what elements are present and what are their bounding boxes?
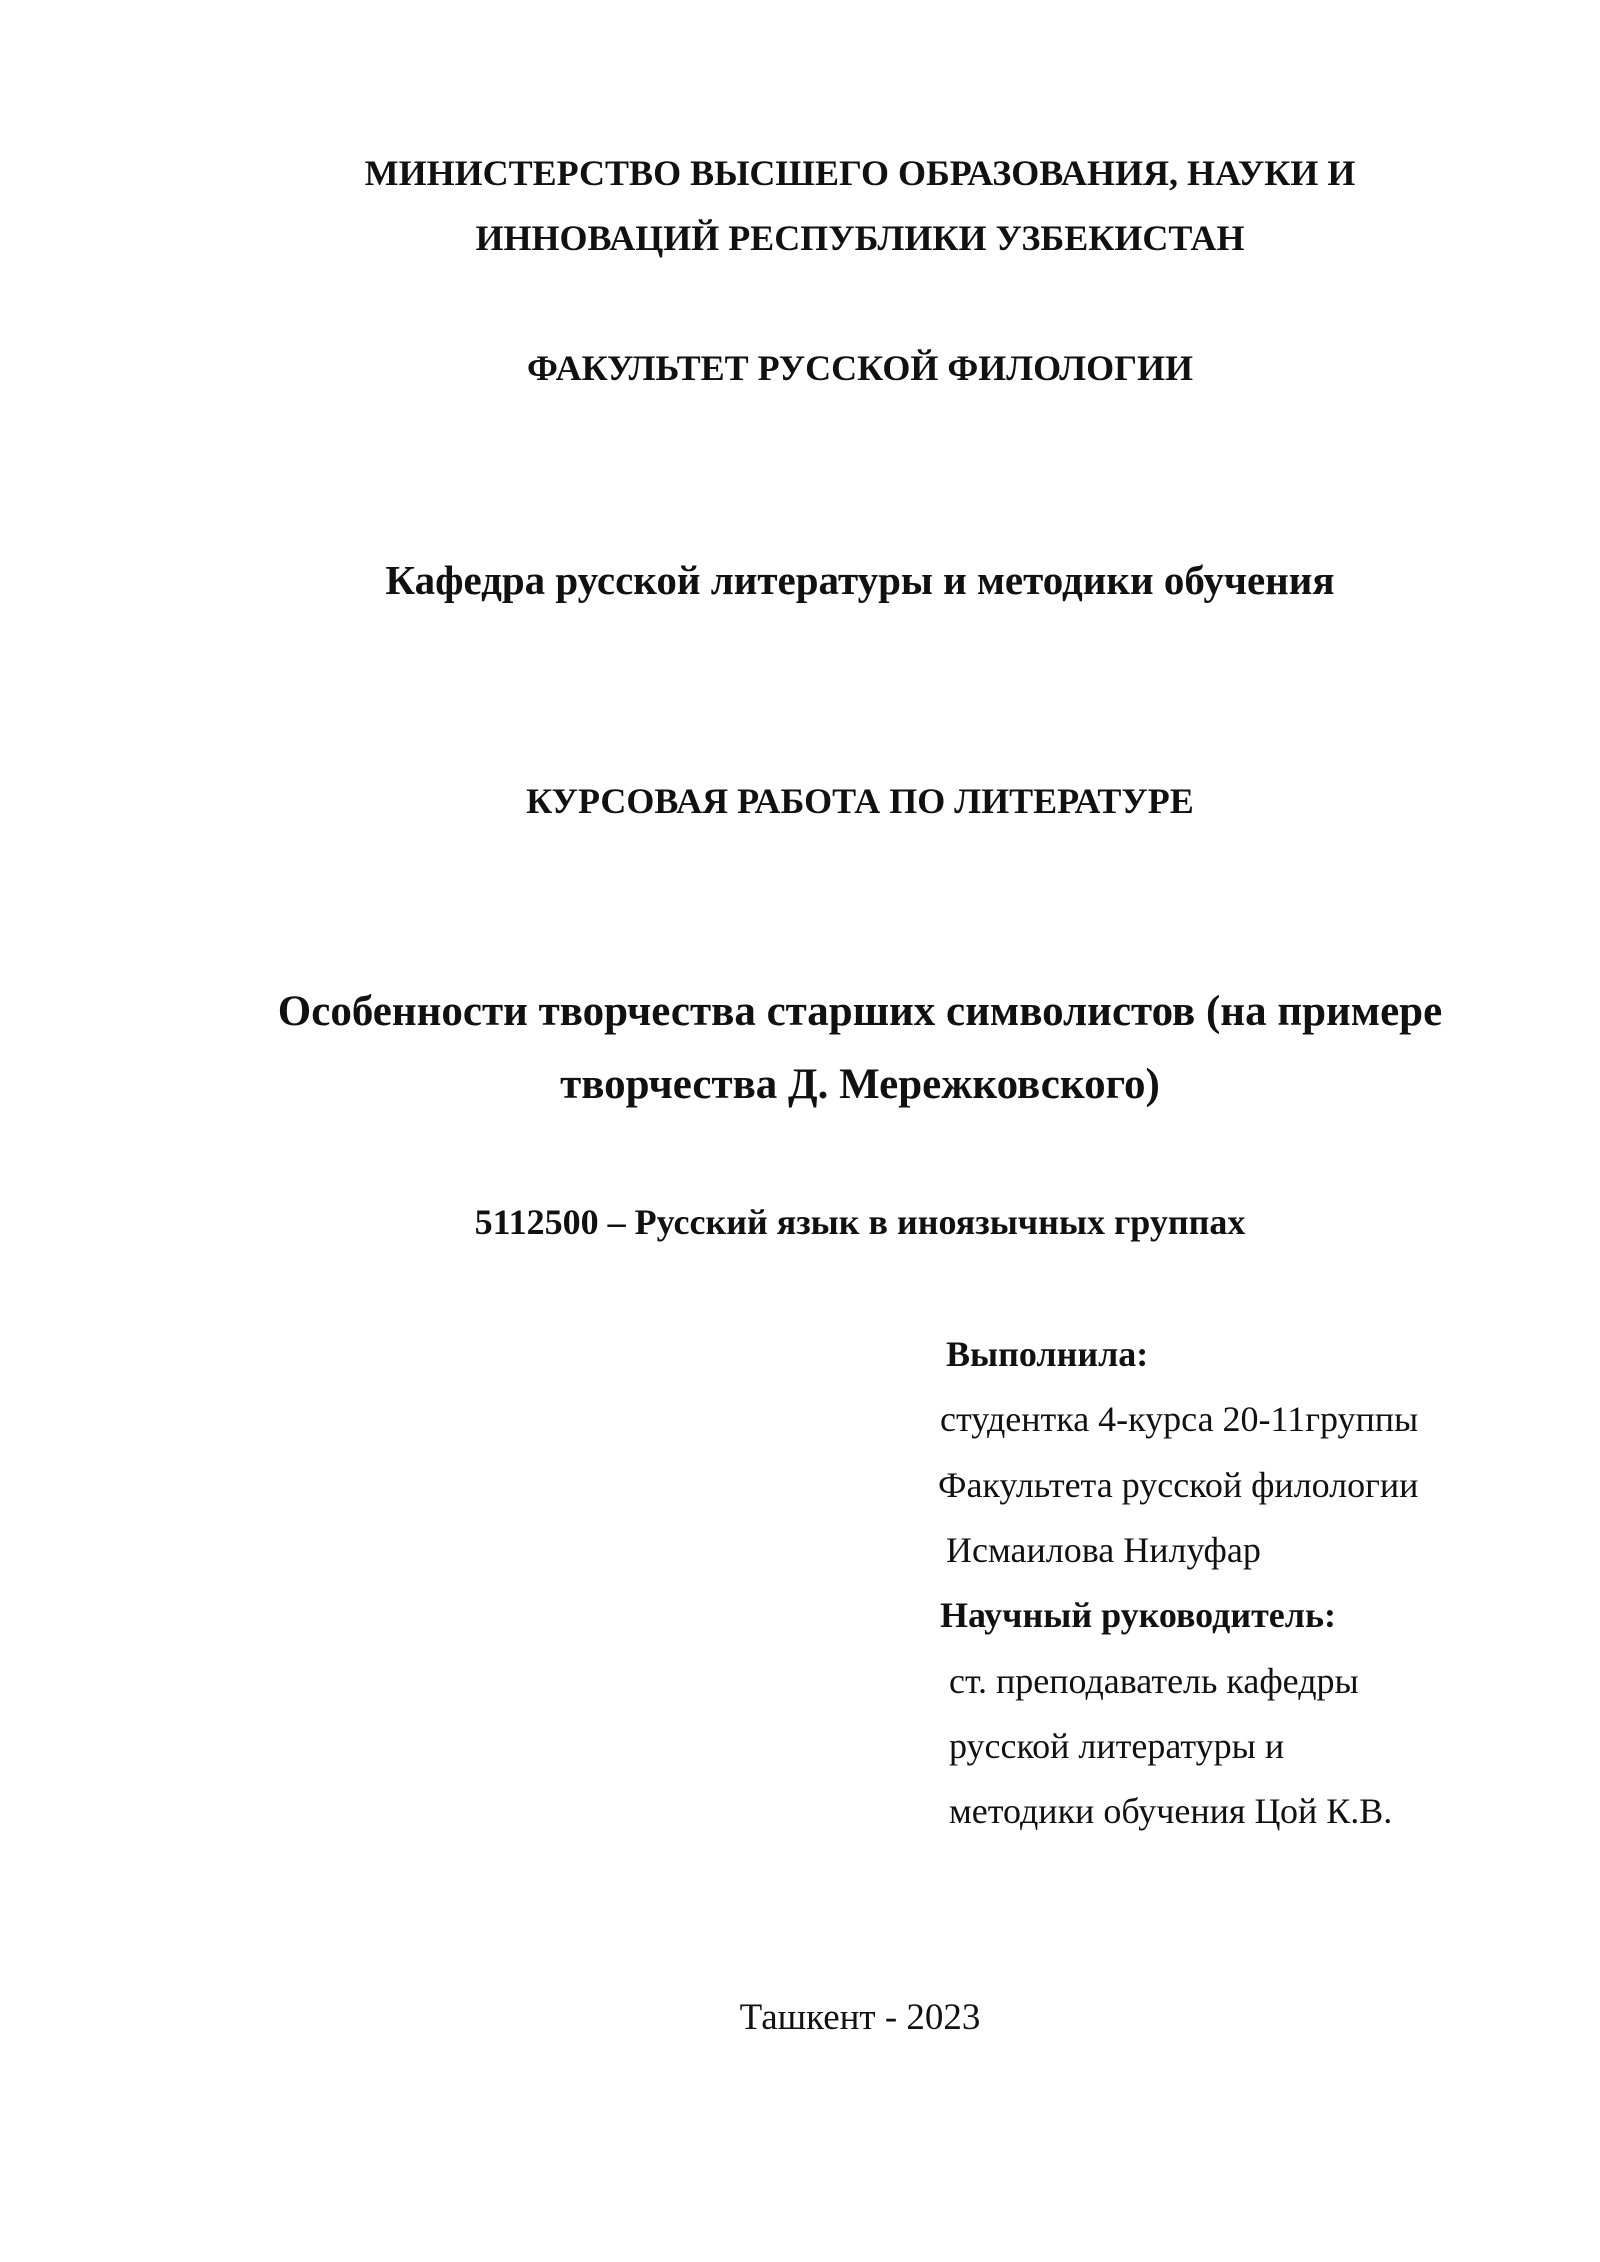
topic-line-1: Особенности творчества старших символистов (на примере: [277, 988, 1443, 1035]
faculty-name: ФАКУЛЬТЕТ РУССКОЙ ФИЛОЛОГИИ: [526, 348, 1194, 388]
place-and-year: Ташкент - 2023: [739, 1997, 981, 2038]
supervisor-label: Научный руководитель:: [940, 1595, 1336, 1635]
work-type-title: КУРСОВАЯ РАБОТА ПО ЛИТЕРАТУРЕ: [526, 781, 1194, 821]
specialty-code: 5112500 – Русский язык в иноязычных группах: [474, 1202, 1246, 1242]
ministry-line-1: МИНИСТЕРСТВО ВЫСШЕГО ОБРАЗОВАНИЯ, НАУКИ И: [364, 153, 1356, 193]
student-name: Исмаилова Нилуфар: [946, 1530, 1261, 1570]
supervisor-department: русской литературы и: [949, 1726, 1285, 1766]
student-course-group: студентка 4-курса 20-11группы: [940, 1399, 1419, 1439]
topic-line-2: творчества Д. Мережковского): [560, 1061, 1160, 1108]
supervisor-name: методики обучения Цой К.В.: [949, 1791, 1393, 1831]
supervisor-position: ст. преподаватель кафедры: [949, 1661, 1359, 1701]
performed-label: Выполнила:: [946, 1334, 1149, 1374]
student-faculty: Факультета русской филологии: [938, 1465, 1419, 1505]
department-name: Кафедра русской литературы и методики обучения: [385, 557, 1335, 603]
ministry-line-2: ИННОВАЦИЙ РЕСПУБЛИКИ УЗБЕКИСТАН: [475, 218, 1245, 258]
